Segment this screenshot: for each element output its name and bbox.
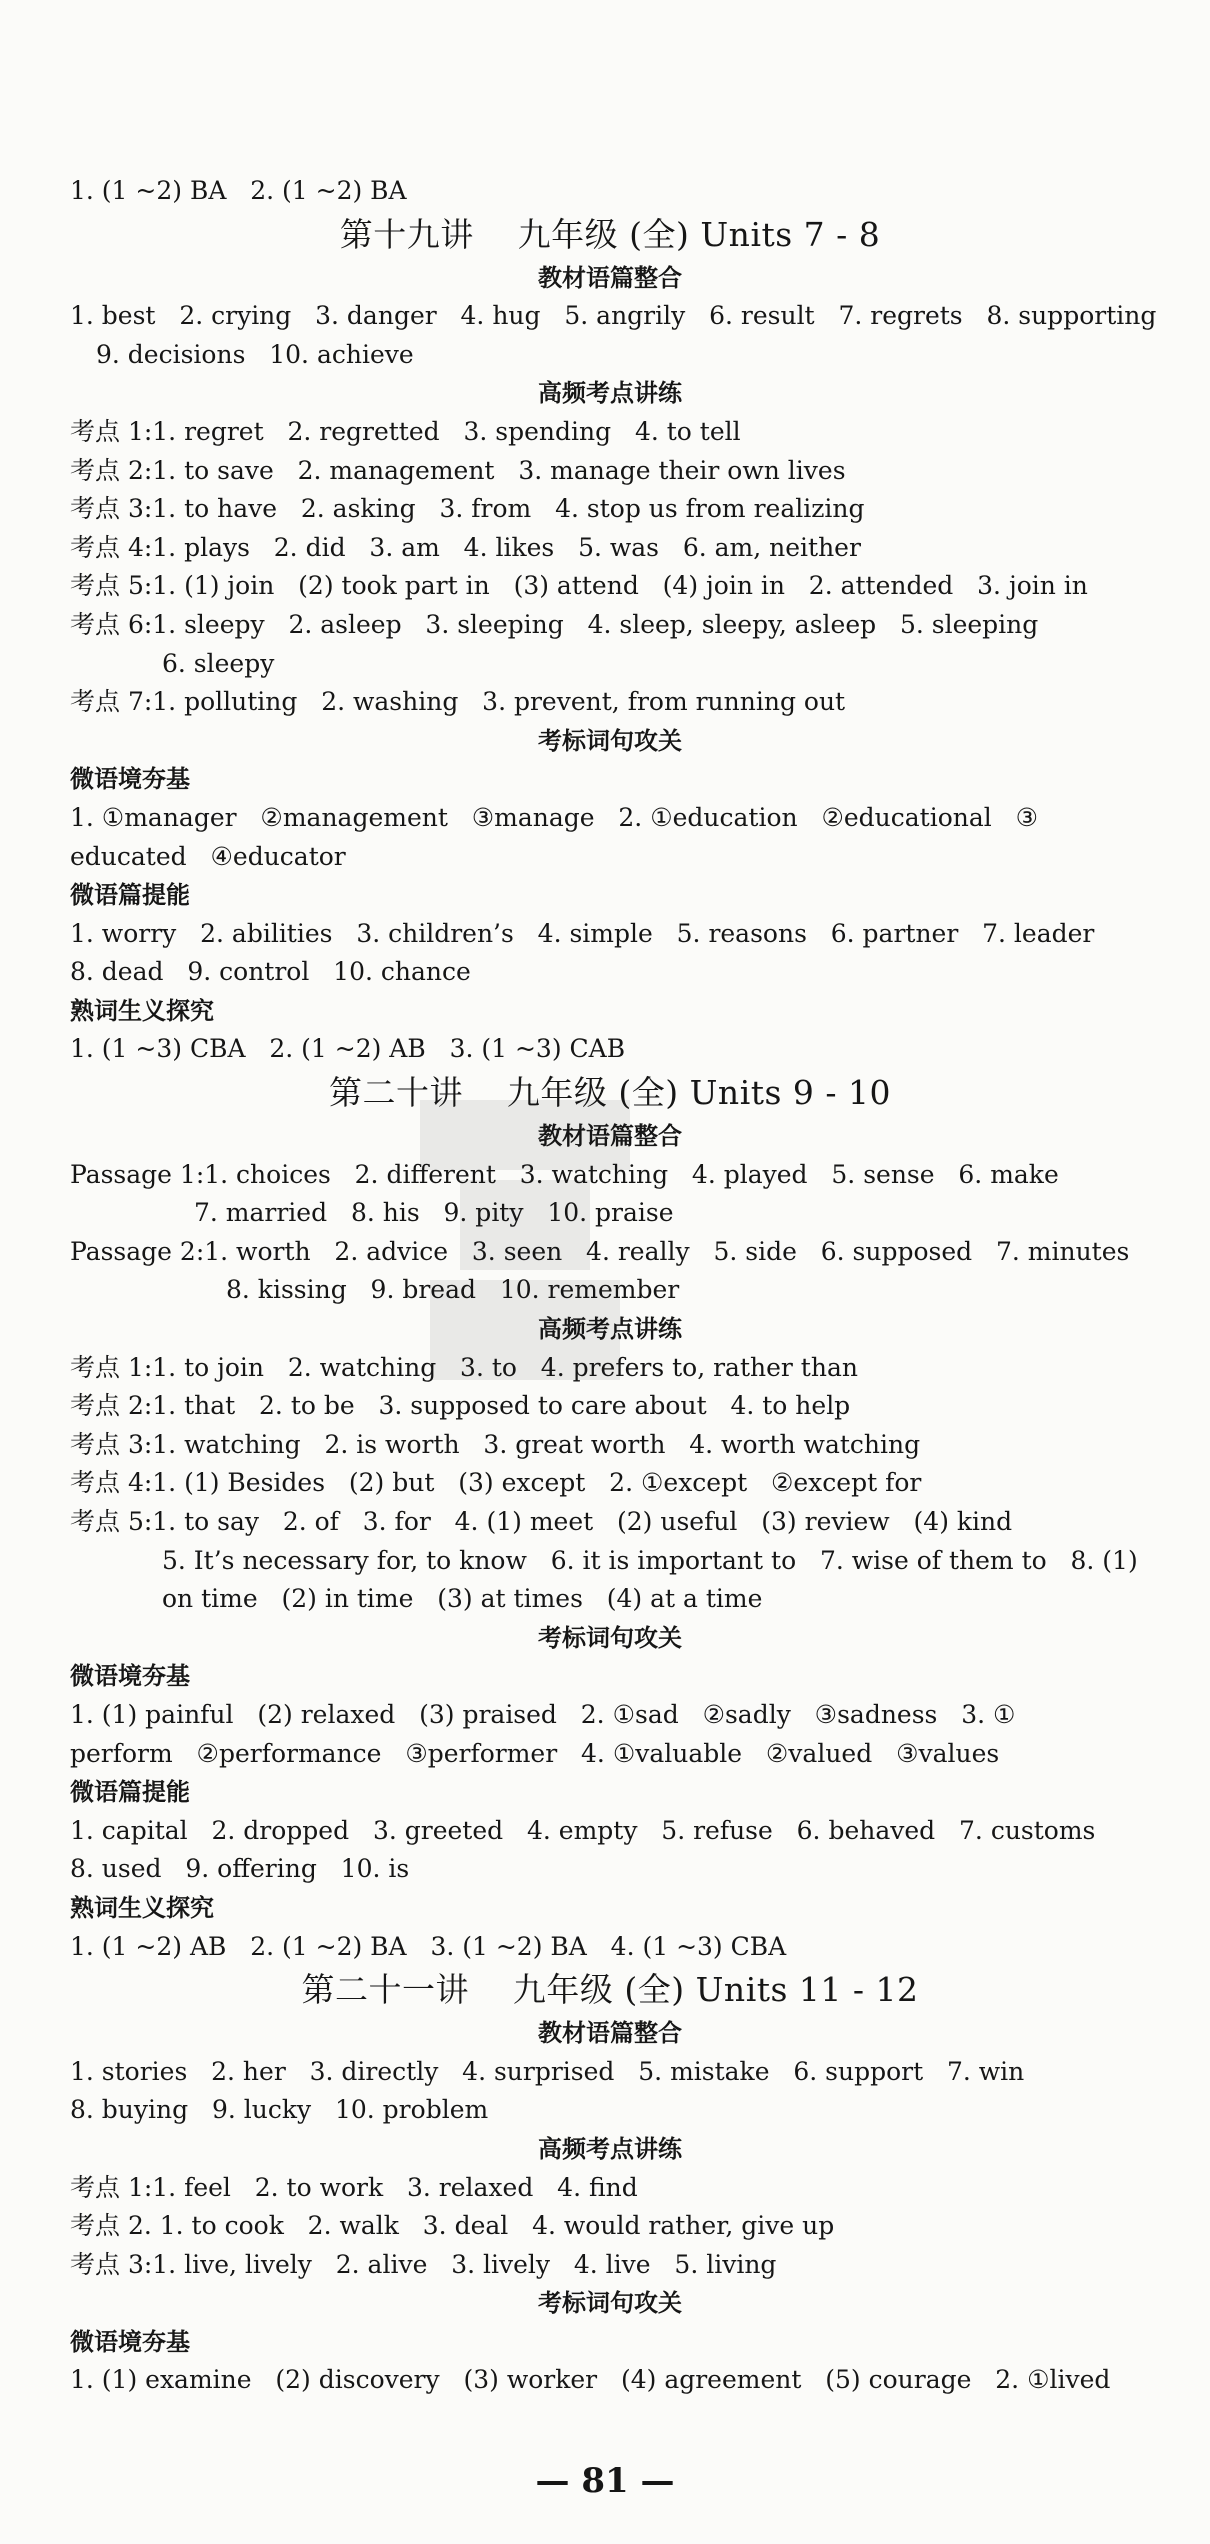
answer-line: 5. It’s necessary for, to know 6. it is important to 7. wise of them to 8. (1) bbox=[162, 1545, 1138, 1575]
answer-line: 考点 3:1. to have 2. asking 3. from 4. stop us from realizing bbox=[70, 494, 865, 524]
answer-line: 考点 3:1. live, lively 2. alive 3. lively 4. live 5. living bbox=[70, 2249, 777, 2279]
section-heading: 考标词句攻关 bbox=[538, 2289, 682, 2318]
answer-content bbox=[70, 172, 1157, 2400]
subsection-heading: 熟词生义探究 bbox=[70, 996, 214, 1025]
subsection-heading: 微语篇提能 bbox=[70, 1778, 190, 1807]
answer-line: on time (2) in time (3) at times (4) at a time bbox=[162, 1584, 763, 1614]
answer-line: 考点 4:1. (1) Besides (2) but (3) except 2. ①except ②except for bbox=[70, 1468, 922, 1498]
answer-line: 8. buying 9. lucky 10. problem bbox=[70, 2095, 489, 2125]
answer-line: 1. (1 ~2) BA 2. (1 ~2) BA bbox=[70, 176, 407, 205]
answer-line: 考点 6:1. sleepy 2. asleep 3. sleeping 4. sleep, sleepy, asleep 5. sleeping bbox=[70, 609, 1039, 639]
section-heading: 考标词句攻关 bbox=[538, 1623, 682, 1652]
answer-line: Passage 2:1. worth 2. advice 3. seen 4. really 5. side 6. supposed 7. minutes bbox=[70, 1236, 1130, 1266]
section-heading: 高频考点讲练 bbox=[538, 1315, 682, 1344]
answer-line: 考点 7:1. polluting 2. washing 3. prevent, from running out bbox=[70, 687, 846, 717]
answer-line: 9. decisions 10. achieve bbox=[96, 339, 414, 369]
section-heading: 高频考点讲练 bbox=[538, 2134, 682, 2163]
answer-line: 考点 1:1. regret 2. regretted 3. spending 4. to tell bbox=[70, 416, 741, 446]
answer-line: 1. capital 2. dropped 3. greeted 4. empty 5. refuse 6. behaved 7. customs bbox=[70, 1815, 1096, 1845]
subsection-heading: 微语境夯基 bbox=[70, 765, 190, 794]
section-heading: 教材语篇整合 bbox=[538, 263, 682, 292]
page-number: — 81 — bbox=[535, 2461, 675, 2501]
answer-line: 8. used 9. offering 10. is bbox=[70, 1854, 410, 1884]
section-heading: 考标词句攻关 bbox=[538, 726, 682, 755]
answer-line: 考点 3:1. watching 2. is worth 3. great worth 4. worth watching bbox=[70, 1429, 921, 1459]
answer-line: 1. (1) examine (2) discovery (3) worker (4) agreement (5) courage 2. ①lived bbox=[70, 2365, 1111, 2395]
answer-line: educated ④educator bbox=[70, 841, 346, 871]
answer-line: 1. worry 2. abilities 3. children’s 4. simple 5. reasons 6. partner 7. leader bbox=[70, 918, 1095, 948]
answer-line: 考点 5:1. (1) join (2) took part in (3) attend (4) join in 2. attended 3. join in bbox=[70, 571, 1088, 601]
answer-line: 考点 2:1. that 2. to be 3. supposed to care about 4. to help bbox=[70, 1391, 851, 1421]
answer-line: 1. (1 ~3) CBA 2. (1 ~2) AB 3. (1 ~3) CAB bbox=[70, 1034, 626, 1064]
section-heading: 教材语篇整合 bbox=[538, 1122, 682, 1151]
section-heading: 高频考点讲练 bbox=[538, 379, 682, 408]
answer-line: 考点 5:1. to say 2. of 3. for 4. (1) meet (2) useful (3) review (4) kind bbox=[70, 1507, 1013, 1536]
answer-line: 1. stories 2. her 3. directly 4. surprised 5. mistake 6. support 7. win bbox=[70, 2056, 1025, 2086]
answer-line: 考点 1:1. to join 2. watching 3. to 4. prefers to, rather than bbox=[70, 1352, 858, 1382]
answer-line: 7. married 8. his 9. pity 10. praise bbox=[194, 1198, 674, 1228]
lecture-title: 第二十一讲 九年级 (全) Units 11 - 12 bbox=[301, 1970, 919, 2010]
answer-line: 1. (1) painful (2) relaxed (3) praised 2. ①sad ②sadly ③sadness 3. ① bbox=[70, 1699, 1016, 1729]
subsection-heading: 微语境夯基 bbox=[70, 1662, 190, 1691]
answer-line: 考点 4:1. plays 2. did 3. am 4. likes 5. was 6. am, neither bbox=[70, 532, 861, 562]
answer-line: Passage 1:1. choices 2. different 3. watching 4. played 5. sense 6. make bbox=[70, 1159, 1059, 1189]
subsection-heading: 微语境夯基 bbox=[70, 2327, 190, 2356]
answer-line: 1. ①manager ②management ③manage 2. ①education ②educational ③ bbox=[70, 802, 1039, 832]
answer-line: perform ②performance ③performer 4. ①valuable ②valued ③values bbox=[70, 1738, 1000, 1768]
lecture-title: 第二十讲 九年级 (全) Units 9 - 10 bbox=[328, 1073, 892, 1113]
answer-line: 考点 1:1. feel 2. to work 3. relaxed 4. find bbox=[70, 2172, 638, 2202]
answer-line: 8. kissing 9. bread 10. remember bbox=[226, 1275, 680, 1305]
answer-line: 考点 2. 1. to cook 2. walk 3. deal 4. would rather, give up bbox=[70, 2211, 835, 2241]
answer-line: 考点 2:1. to save 2. management 3. manage their own lives bbox=[70, 455, 846, 485]
lecture-title: 第十九讲 九年级 (全) Units 7 - 8 bbox=[339, 214, 881, 254]
answer-line: 8. dead 9. control 10. chance bbox=[70, 957, 471, 987]
answer-line: 6. sleepy bbox=[162, 648, 275, 678]
section-heading: 教材语篇整合 bbox=[538, 2019, 682, 2048]
answer-line: 1. best 2. crying 3. danger 4. hug 5. angrily 6. result 7. regrets 8. supporting bbox=[70, 301, 1157, 331]
subsection-heading: 熟词生义探究 bbox=[70, 1893, 214, 1922]
subsection-heading: 微语篇提能 bbox=[70, 881, 190, 910]
answer-line: 1. (1 ~2) AB 2. (1 ~2) BA 3. (1 ~2) BA 4. (1 ~3) CBA bbox=[70, 1931, 787, 1961]
